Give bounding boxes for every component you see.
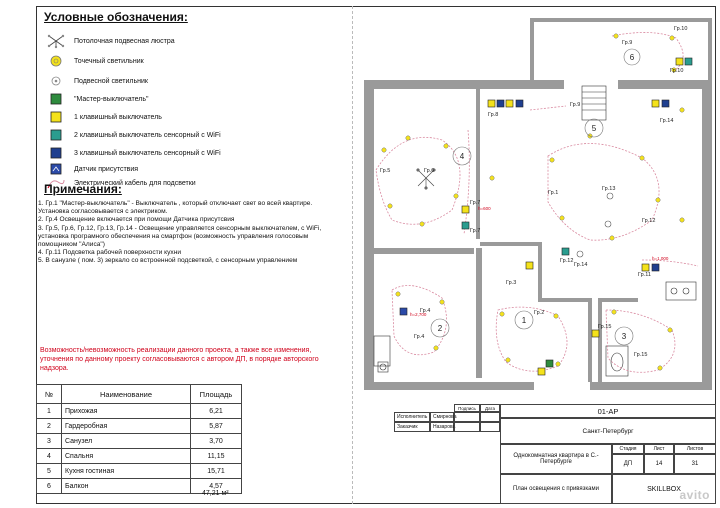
sheets-label: Листов <box>674 444 716 454</box>
table-row <box>37 419 242 434</box>
notes-list <box>38 200 343 266</box>
legend-item <box>44 146 221 160</box>
room-number-1: 1 <box>521 316 527 325</box>
legend-label: Точечный светильник <box>74 57 144 65</box>
legend <box>44 10 344 187</box>
rooms-table <box>36 384 242 494</box>
group-label: Гр.9 <box>622 40 633 46</box>
table-header-row <box>37 385 242 404</box>
group-label: Гр.4 <box>420 308 431 314</box>
watermark-logo: avito <box>679 488 710 502</box>
table-row <box>37 464 242 479</box>
cell: 5,87 <box>191 419 242 434</box>
cell: Кухня гостиная <box>62 464 191 479</box>
col-signature: Подпись <box>454 404 480 412</box>
cell: Гардеробная <box>62 419 191 434</box>
group-label: Гр.8 <box>488 112 499 118</box>
col-date: Дата <box>480 404 500 412</box>
pendant-light-icon <box>44 74 68 88</box>
group-label: Гр.3 <box>506 280 517 286</box>
cell: Балкон <box>62 479 191 494</box>
cell: 15,71 <box>191 464 242 479</box>
cell: 4 <box>37 449 62 464</box>
room-number-2: 2 <box>437 324 443 333</box>
group-label: Гр.7 <box>470 228 481 234</box>
room-number-5: 5 <box>591 124 597 133</box>
spot-light-icon <box>44 54 68 68</box>
group-label: Гр.12 <box>642 218 656 224</box>
note-item: 4. Гр.11 Подсветка рабочей поверхности кухни <box>38 249 182 257</box>
legend-label: 3 клавишный выключатель сенсорный с WiFi <box>74 149 221 157</box>
role-executor: Исполнитель <box>394 412 430 422</box>
legend-title: Условные обозначения: <box>44 10 188 24</box>
city: Санкт-Петербург <box>500 418 716 444</box>
group-label: Гр.5 <box>380 168 391 174</box>
legend-label: 2 клавишный выключатель сенсорный с WiFi <box>74 131 221 139</box>
interior-fixtures <box>374 86 696 376</box>
legend-label: Потолочная подвесная люстра <box>74 37 175 45</box>
height-label: h=2,700 <box>410 312 427 317</box>
presence-sensor-icon <box>44 162 68 176</box>
switch-2-icon <box>44 128 68 142</box>
title-block <box>394 404 716 504</box>
legend-item <box>44 54 144 68</box>
name-customer: Назарова <box>430 422 454 432</box>
signature-cell <box>454 422 480 432</box>
floor-plan <box>352 10 712 400</box>
switches <box>400 58 692 375</box>
col-number: № <box>37 385 62 404</box>
legend-item <box>44 34 175 48</box>
sheet-label: Лист <box>644 444 674 454</box>
switch-3-icon <box>44 146 68 160</box>
role-customer: Заказчик <box>394 422 430 432</box>
legend-item <box>44 162 138 176</box>
note-item: 1. Гр.1 "Мастер-выключатель" - Выключатель , который отключает свет во всей квартире. Установка согласовывается с электриком. <box>38 200 313 216</box>
date-cell <box>480 412 500 422</box>
cell: Прихожая <box>62 404 191 419</box>
cell: Спальня <box>62 449 191 464</box>
group-label: Гр.10 <box>670 68 684 74</box>
group-label: Гр.6 <box>424 168 435 174</box>
chandelier-icon <box>44 34 68 48</box>
legend-item <box>44 74 148 88</box>
sheet-title: План освещения с привязками <box>500 474 612 504</box>
group-label: Гр.1 <box>548 190 559 196</box>
cell: 1 <box>37 404 62 419</box>
warning-text: Возможность/невозможность реализации данного проекта, а также все изменения, уточнения по данному проекту согласовываются с автором ДП, в порядке авторского надзора. <box>40 347 319 372</box>
legend-label: Датчик присутствия <box>74 165 139 173</box>
group-label: Гр.12 <box>560 258 574 264</box>
pendant-lights <box>577 193 613 257</box>
name-executor: Смирнова <box>430 412 454 422</box>
table-row <box>37 449 242 464</box>
legend-label: "Мастер-выключатель" <box>74 95 149 103</box>
note-item: 5. В санузле ( пом. 3) зеркало со встроенной подсветкой, с сенсорным управлением <box>38 257 298 265</box>
stage-label: Стадия <box>612 444 644 454</box>
cell: 3 <box>37 434 62 449</box>
sheets-value: 31 <box>674 454 716 474</box>
switch-1-icon <box>44 110 68 124</box>
group-label: Гр.4 <box>414 334 425 340</box>
col-name: Наименование <box>62 385 191 404</box>
cell: 2 <box>37 419 62 434</box>
group-label: Гр.13 <box>602 186 616 192</box>
sheet-value: 14 <box>644 454 674 474</box>
notes-title: Примечания: <box>44 182 122 196</box>
room-number-6: 6 <box>629 53 635 62</box>
room-number-3: 3 <box>621 332 627 341</box>
note-item: 2. Гр.4 Освещение включается при помощи Датчика присутсвия <box>38 216 235 224</box>
project-name: Однокомнатная квартира в С.-Петербурге <box>500 444 612 474</box>
cell: 6 <box>37 479 62 494</box>
group-label: Гр.15 <box>634 352 648 358</box>
master-switch-icon <box>44 92 68 106</box>
organization: SKILLBOX <box>612 474 716 504</box>
signature-cell <box>454 412 480 422</box>
table-row <box>37 404 242 419</box>
cell: 4,57 <box>191 479 242 494</box>
sheet-code: 01-АР <box>500 404 716 418</box>
group-label: Гр.7 <box>470 200 481 206</box>
stage-value: ДП <box>612 454 644 474</box>
group-label: Гр.14 <box>574 262 588 268</box>
legend-label: Электрический кабель для подсветки <box>74 179 196 187</box>
table-row <box>37 434 242 449</box>
legend-item <box>44 92 149 106</box>
legend-item <box>44 128 221 142</box>
date-cell <box>480 422 500 432</box>
group-label: Гр.14 <box>660 118 674 124</box>
total-area: 47,21 м² <box>202 490 229 497</box>
cell: Санузел <box>62 434 191 449</box>
cell: 6,21 <box>191 404 242 419</box>
group-label: Гр.2 <box>534 310 545 316</box>
group-label: Гр.10 <box>674 26 688 32</box>
height-label: h=1,000 <box>652 256 669 261</box>
cell: 11,15 <box>191 449 242 464</box>
group-label: Гр.9 <box>570 102 581 108</box>
legend-label: Подвесной светильник <box>74 77 148 85</box>
group-label: Гр.15 <box>598 324 612 330</box>
note-item: 3. Гр.5, Гр.6, Гр.12, Гр.13, Гр.14 - Освещение управляется сенсорным выключателем, с WiFi, установка програмного обеспечения на смартфон (возможность управления голосовым помощником "Алиса") <box>38 224 322 249</box>
legend-item <box>44 110 162 124</box>
legend-label: 1 клавишный выключатель <box>74 113 162 121</box>
group-label: Гр.11 <box>638 272 651 278</box>
cell: 3,70 <box>191 434 242 449</box>
notes <box>38 179 343 266</box>
height-label: h=600 <box>478 206 491 211</box>
room-number-4: 4 <box>459 152 465 161</box>
cell: 5 <box>37 464 62 479</box>
col-area: Площадь <box>191 385 242 404</box>
